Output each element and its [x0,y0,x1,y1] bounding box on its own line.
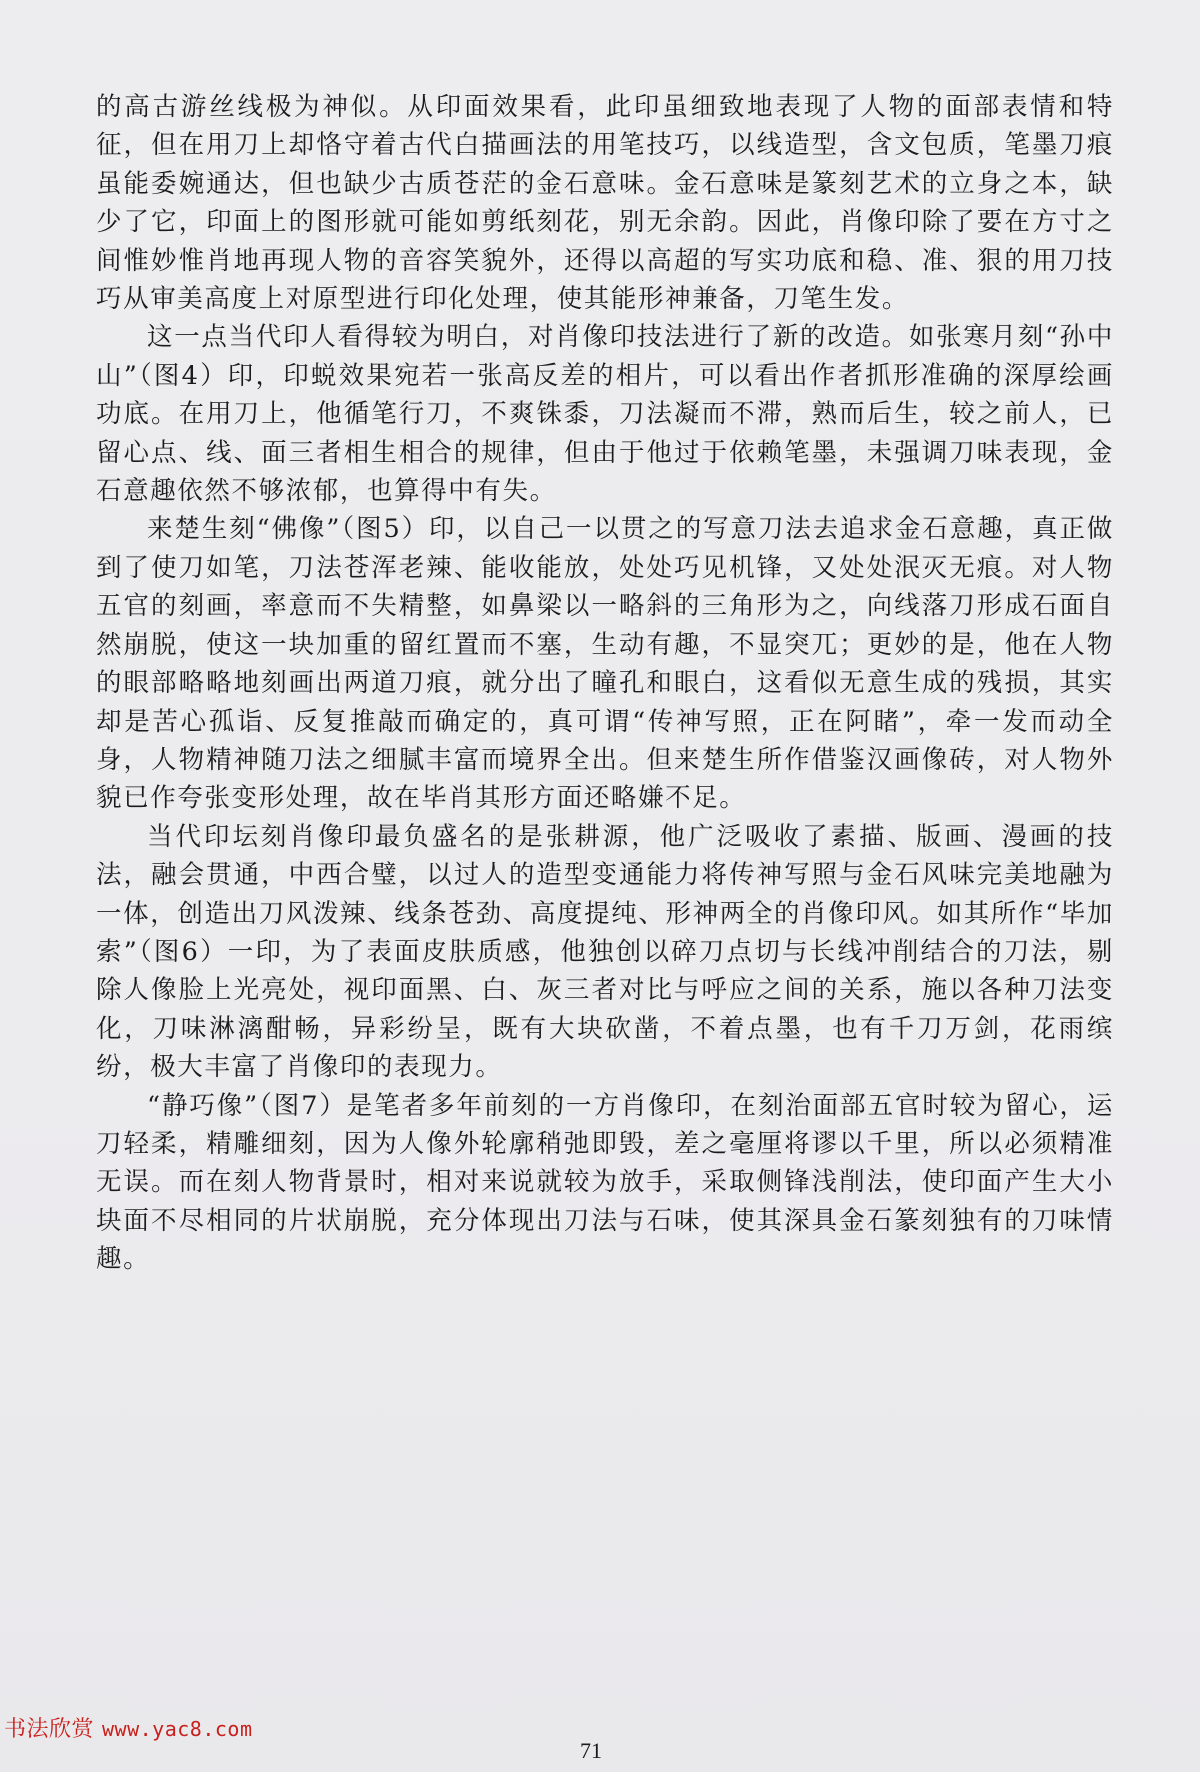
body-text [96,88,1114,1279]
page-number-text: 71 [580,1738,602,1763]
paragraph-zhang-gengyuan: 当代印坛刻肖像印最负盛名的是张耕源，他广泛吸收了素描、版画、漫画的技法，融会贯通，中西合璧，以过人的造型变通能力将传神写照与金石风味完美地融为一体，创造出刀风泼辣、线条苍劲、高度提纯、形神两全的肖像印风。如其所作“毕加索”（图6）一印，为了表面皮肤质感，他独创以碎刀点切与长线冲削结合的刀法，剔除人像脸上光亮处，视印面黑、白、灰三者对比与呼应之间的关系，施以各种刀法变化，刀味淋漓酣畅，异彩纷呈，既有大块砍凿，不着点墨，也有千刀万剑，花雨缤纷，极大丰富了肖像印的表现力。 [96,821,1114,1083]
watermark-url: www.yac8.com [102,1717,253,1741]
page-number [0,1738,1200,1764]
paragraph-jingqiao-portrait: “静巧像”（图7）是笔者多年前刻的一方肖像印，在刻治面部五官时较为留心，运刀轻柔，精雕细刻，因为人像外轮廓稍弛即毁，差之毫厘将谬以千里，所以必须精准无误。而在刻人物背景时，相对来说就较为放手，采取侧锋浅削法，使印面产生大小块面不尽相同的片状崩脱，充分体现出刀法与石味，使其深具金石篆刻独有的刀味情趣。 [96,1090,1114,1275]
paragraph-lai-chusheng: 来楚生刻“佛像”（图5）印，以自己一以贯之的写意刀法去追求金石意趣，真正做到了使刀如笔，刀法苍浑老辣、能收能放，处处巧见机锋，又处处泯灭无痕。对人物五官的刻画，率意而不失精整，如鼻梁以一略斜的三角形为之，向线落刀形成石面自然崩脱，使这一块加重的留红置而不塞，生动有趣，不显突兀；更妙的是，他在人物的眼部略略地刻画出两道刀痕，就分出了瞳孔和眼白，这看似无意生成的残损，其实却是苦心孤诣、反复推敲而确定的，真可谓“传神写照，正在阿睹”，牵一发而动全身，人物精神随刀法之细腻丰富而境界全出。但来楚生所作借鉴汉画像砖，对人物外貌已作夸张变形处理，故在毕肖其形方面还略嫌不足。 [96,514,1114,814]
paragraph-continued: 的高古游丝线极为神似。从印面效果看，此印虽细致地表现了人物的面部表情和特征，但在用刀上却恪守着古代白描画法的用笔技巧，以线造型，含文包质，笔墨刀痕虽能委婉通达，但也缺少古质苍茫的金石意味。金石意味是篆刻艺术的立身之本，缺少了它，印面上的图形就可能如剪纸刻花，别无余韵。因此，肖像印除了要在方寸之间惟妙惟肖地再现人物的音容笑貌外，还得以高超的写实功底和稳、准、狠的用刀技巧从审美高度上对原型进行印化处理，使其能形神兼备，刀笔生发。 [96,92,1114,315]
watermark-site-name: 书法欣赏 [4,1717,95,1742]
paragraph-zhang-hanyue: 这一点当代印人看得较为明白，对肖像印技法进行了新的改造。如张寒月刻“孙中山”（图4）印，印蜕效果宛若一张高反差的相片，可以看出作者抓形准确的深厚绘画功底。在用刀上，他循笔行刀，不爽铢黍，刀法凝而不滞，熟而后生，较之前人，已留心点、线、面三者相生相合的规律，但由于他过于依赖笔墨，未强调刀味表现，金石意趣依然不够浓郁，也算得中有失。 [96,322,1114,507]
